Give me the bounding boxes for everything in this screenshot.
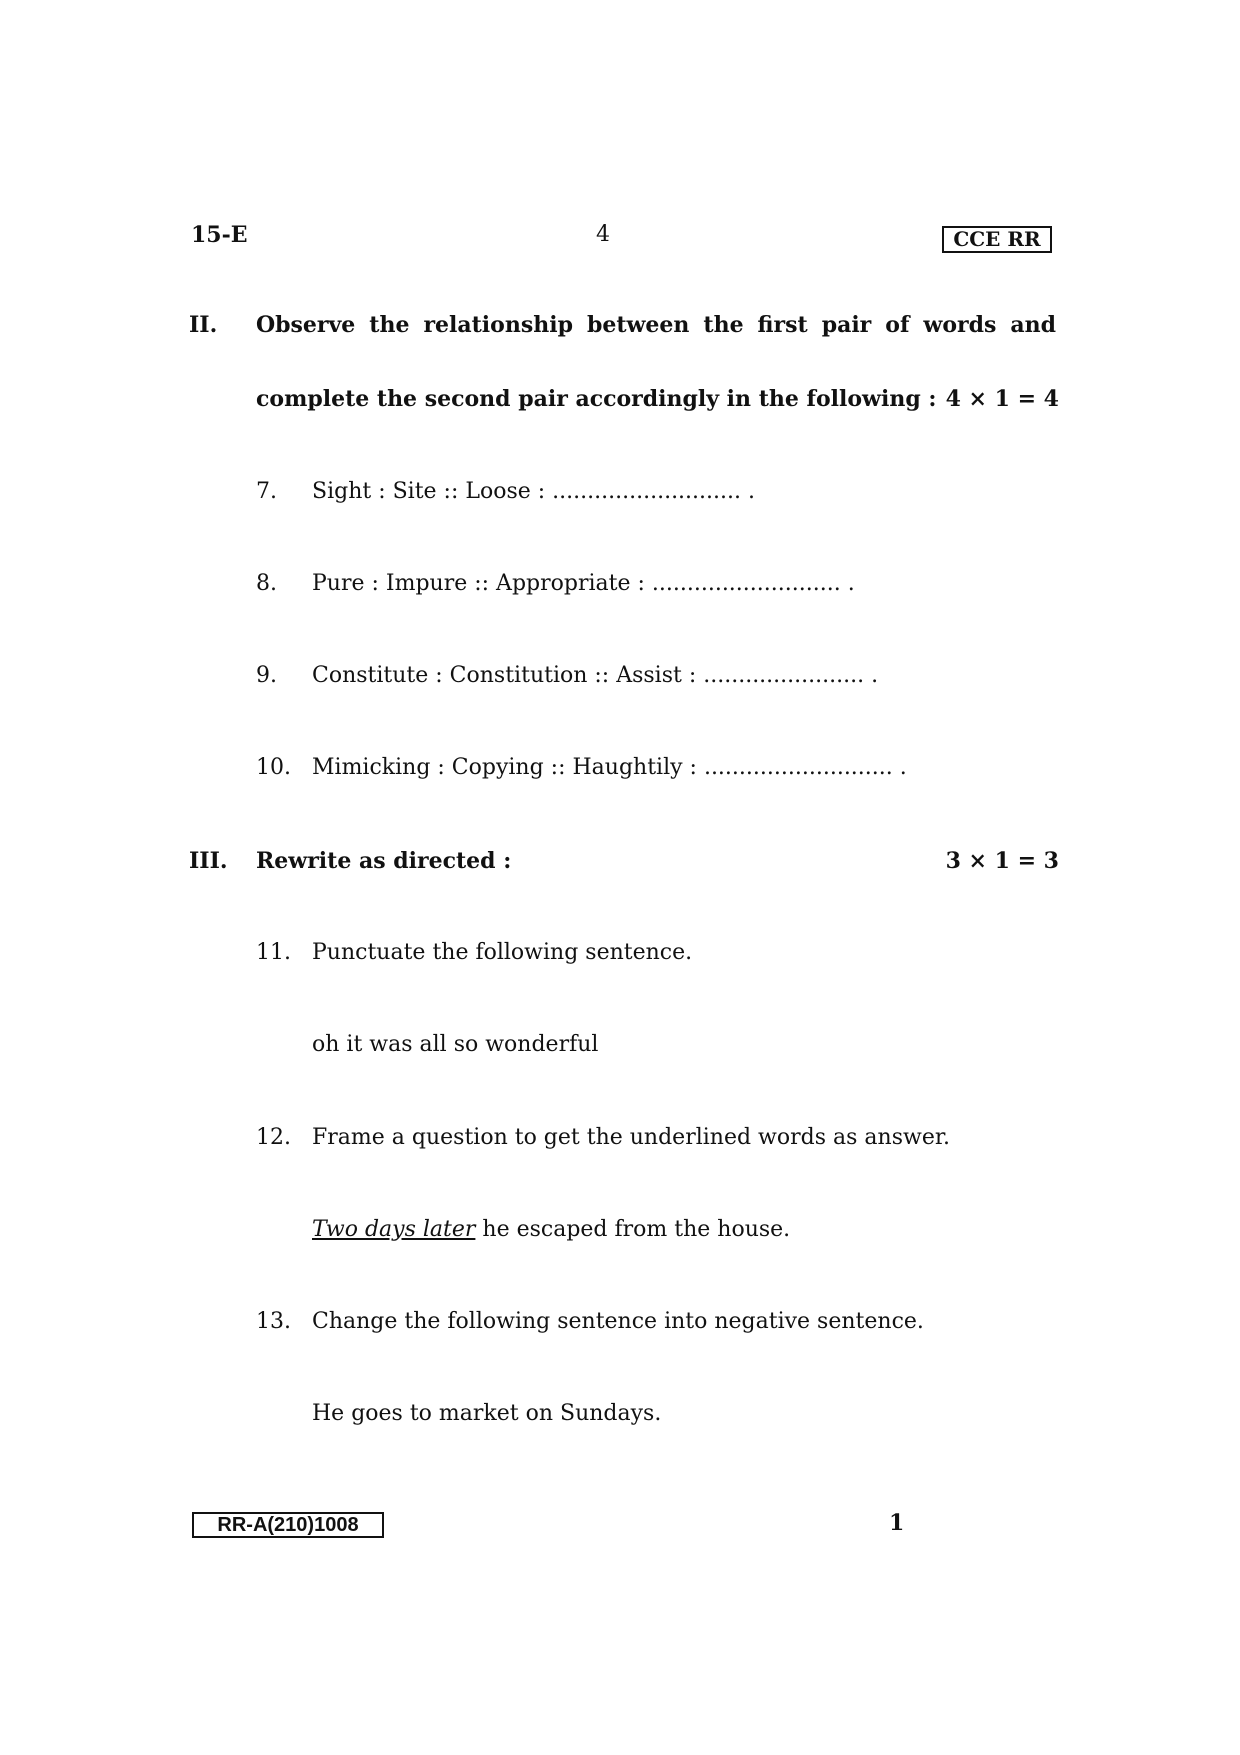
question-text: Change the following sentence into negative sentence. — [312, 1309, 924, 1334]
question-sentence: oh it was all so wonderful — [312, 1032, 599, 1057]
question-text: Mimicking : Copying :: Haughtily : ........................... . — [312, 755, 907, 780]
question-number: 7. — [256, 479, 277, 504]
question-number: 8. — [256, 571, 277, 596]
question-number: 11. — [256, 940, 291, 965]
section-3-title: Rewrite as directed : — [256, 848, 512, 874]
paper-code: 15-E — [191, 222, 248, 248]
question-number: 9. — [256, 663, 277, 688]
question-text: Pure : Impure :: Appropriate : ........................... . — [312, 571, 855, 596]
section-3-numeral: III. — [189, 848, 228, 874]
question-text: Frame a question to get the underlined words as answer. — [312, 1125, 950, 1150]
exam-code-box: CCE RR — [942, 226, 1052, 253]
section-2-instruction-line-2: complete the second pair accordingly in the following : — [256, 386, 937, 412]
question-text: Sight : Site :: Loose : ........................... . — [312, 479, 755, 504]
question-number: 10. — [256, 755, 291, 780]
section-2-instruction-line-1: Observe the relationship between the first pair of words and — [256, 312, 1056, 338]
sentence-remainder: he escaped from the house. — [475, 1217, 791, 1242]
section-2-numeral: II. — [189, 312, 218, 338]
underlined-phrase: Two days later — [312, 1217, 476, 1242]
page-number: 4 — [596, 222, 610, 247]
question-text: Constitute : Constitution :: Assist : ....................... . — [312, 663, 879, 688]
section-2-marks: 4 × 1 = 4 — [945, 386, 1059, 412]
footer-page-number: 1 — [889, 1510, 905, 1536]
question-sentence — [312, 1217, 790, 1242]
footer-code-box: RR-A(210)1008 — [192, 1512, 384, 1538]
question-text: Punctuate the following sentence. — [312, 940, 693, 965]
question-number: 12. — [256, 1125, 291, 1150]
question-sentence: He goes to market on Sundays. — [312, 1401, 662, 1426]
question-number: 13. — [256, 1309, 291, 1334]
section-3-marks: 3 × 1 = 3 — [945, 848, 1059, 874]
